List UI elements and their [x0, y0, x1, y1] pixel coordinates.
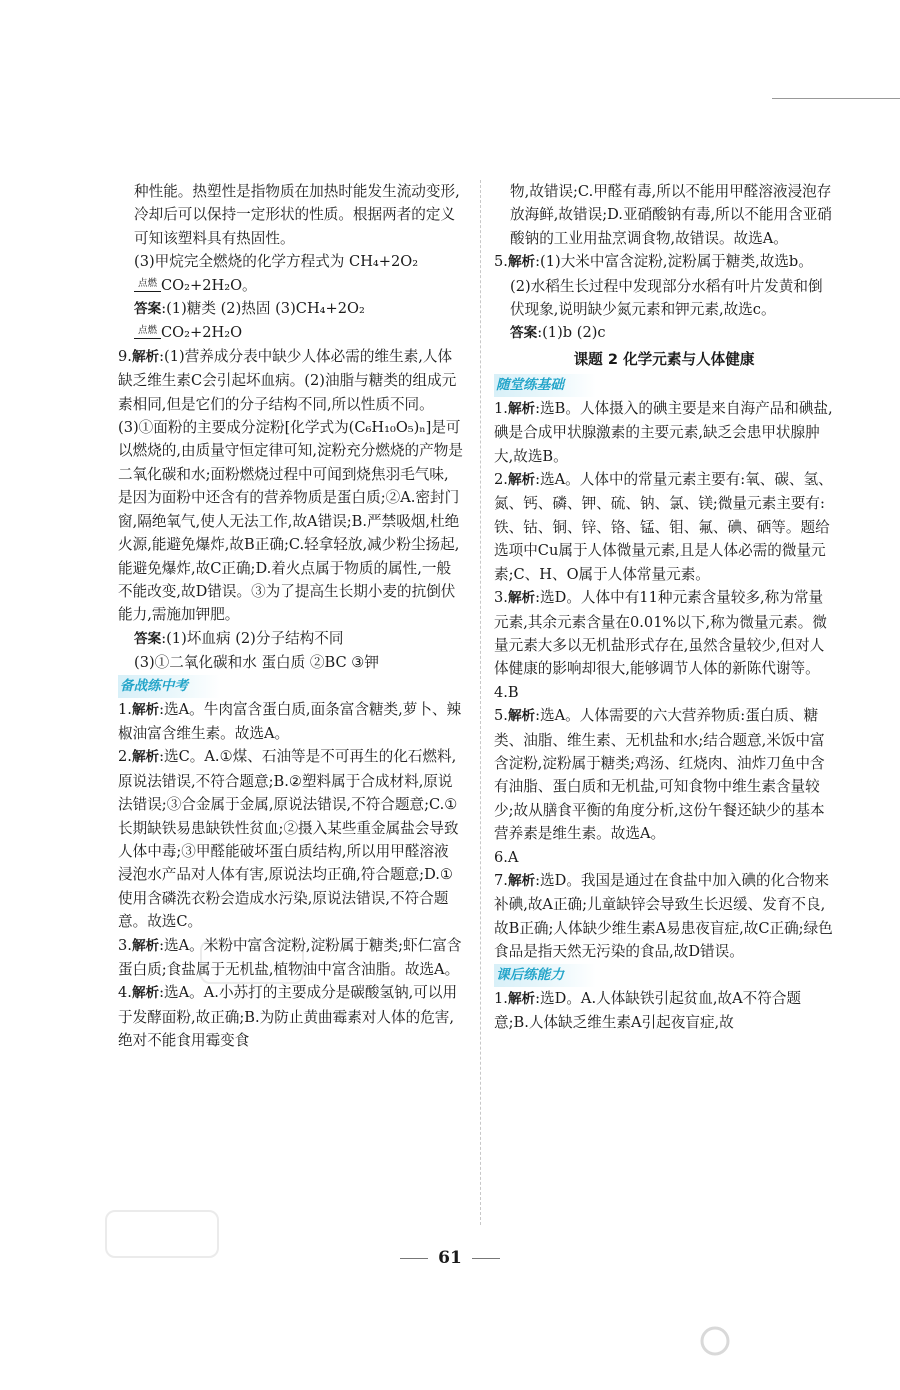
question-7 [494, 869, 834, 964]
answer-text: :(1)糖类 (2)热固 (3)CH₄+2O₂ [161, 300, 365, 318]
paragraph: (2)水稻生长过程中发现部分水稻有叶片发黄和倒伏现象,说明缺少氮元素和钾元素,故选c。 [510, 277, 823, 319]
analysis-text: :选A。牛肉富含蛋白质,面条富含糖类,萝卜、辣椒油富含维生素。故选A。 [118, 700, 462, 742]
analysis-text: :(1)大米中富含淀粉,淀粉属于糖类,故选b。 [535, 253, 813, 271]
answer-label: 答案 [510, 325, 538, 342]
answer-label: 答案 [134, 630, 162, 647]
analysis-label: 解析 [507, 872, 536, 889]
footer-dash [400, 1258, 428, 1259]
equation-line [118, 274, 463, 297]
top-rule [772, 98, 900, 99]
watermark-logo [200, 940, 304, 984]
answer-line [118, 321, 463, 344]
analysis-text: :选A。米粉中富含淀粉,淀粉属于糖类;虾仁富含蛋白质;食盐属于无机盐,植物油中富含油脂。故选A。 [118, 936, 462, 978]
analysis-text: :选D。A.人体缺铁引起贫血,故A不符合题意;B.人体缺乏维生素A引起夜盲症,故 [494, 989, 802, 1031]
question-number: 5. [494, 707, 508, 725]
question-number: 9. [118, 347, 132, 365]
analysis-label: 解析 [507, 254, 536, 271]
question-number: 1. [494, 399, 508, 417]
analysis-label: 解析 [131, 937, 160, 954]
answer-text: :(1)b (2)c [537, 324, 606, 342]
section-heading: 备战练中考 [118, 675, 220, 698]
analysis-label: 解析 [507, 990, 536, 1007]
question-2 [118, 745, 463, 933]
question-5 [494, 704, 834, 845]
analysis-label: 解析 [507, 400, 536, 417]
right-column [494, 180, 834, 1034]
equation-rhs: CO₂+2H₂O。 [161, 276, 257, 294]
analysis-text: :选D。人体中有11种元素含量较多,称为常量元素,其余元素含量在0.01%以下,称为微量元素。微量元素大多以无机盐形式存在,虽然含量较少,但对人体健康的影响却很大,能够调节人体的新陈代谢等。 [494, 589, 827, 678]
question-number: 3. [494, 589, 508, 607]
paragraph: 种性能。热塑性是指物质在加热时能发生流动变形,冷却后可以保持一定形状的性质。根据两者的定义可知该塑料具有热固性。 [134, 183, 460, 247]
analysis-text: :选B。人体摄入的碘主要是来自海产品和碘盐,碘是合成甲状腺激素的主要元素,缺乏会患甲状腺肿大,故选B。 [494, 399, 833, 465]
question-2 [494, 468, 834, 586]
analysis-label: 解析 [507, 590, 536, 607]
watermark-logo [105, 1210, 219, 1258]
analysis-label: 解析 [131, 749, 160, 766]
analysis-label: 解析 [507, 708, 536, 725]
answer-line [118, 297, 463, 321]
question-1 [494, 987, 834, 1035]
question-5 [494, 250, 834, 274]
equation-rhs: CO₂+2H₂O [161, 324, 243, 342]
question-4 [118, 981, 463, 1052]
paragraph: 物,故错误;C.甲醛有毒,所以不能用甲醛溶液浸泡存放海鲜,故错误;D.亚硝酸钠有毒,所以不能用含亚硝酸钠的工业用盐烹调食物,故错误。故选A。 [510, 183, 832, 247]
question-number: 7. [494, 871, 508, 889]
question-6: 6.A [494, 848, 519, 866]
question-9 [118, 345, 463, 627]
column-divider [480, 180, 481, 1225]
answer-text: :(1)坏血病 (2)分子结构不同 [161, 629, 344, 647]
footer-dash [472, 1258, 500, 1259]
answer-line [494, 321, 834, 345]
answer-line: (3)①二氧化碳和水 蛋白质 ②BC ③钾 [134, 654, 379, 672]
reaction-condition: 点燃 [134, 279, 161, 292]
analysis-label: 解析 [131, 348, 160, 365]
question-number: 4. [118, 984, 132, 1002]
question-number: 1. [494, 989, 508, 1007]
left-column [118, 180, 463, 1053]
analysis-label: 解析 [131, 701, 160, 718]
question-number: 1. [118, 700, 132, 718]
answer-label: 答案 [134, 301, 162, 318]
question-1 [118, 698, 463, 746]
lesson-title: 课题 2 化学元素与人体健康 [573, 350, 755, 368]
brand-badge-icon [700, 1326, 730, 1356]
question-number: 5. [494, 253, 508, 271]
question-1 [494, 397, 834, 468]
analysis-text: :选C。A.①煤、石油等是不可再生的化石燃料,原说法错误,不符合题意;B.②塑料属于合成材料,原说法错误;③合金属于金属,原说法错误,不符合题意;C.①长期缺铁易患缺铁性贫血;②摄入某些重金属盐会导致人体中毒;③甲醛能破坏蛋白质结构,所以用甲醛溶液浸泡水产品对人体有害,原说法均正确,符合题意;D.①使用含磷洗衣粉会造成水污染,原说法错误,不符合题意。故选C。 [118, 748, 459, 931]
question-4: 4.B [494, 683, 519, 701]
brand-watermark [700, 1318, 895, 1386]
equation-line [118, 250, 463, 273]
analysis-text: :选A。A.小苏打的主要成分是碳酸氢钠,可以用于发酵面粉,故正确;B.为防止黄曲霉素对人体的危害,绝对不能食用霉变食 [118, 984, 458, 1050]
analysis-text: :选A。人体需要的六大营养物质:蛋白质、糖类、油脂、维生素、无机盐和水;结合题意,米饭中富含淀粉,淀粉属于糖类;鸡汤、红烧肉、油炸刀鱼中含有油脂、蛋白质和无机盐,可知食物中维生素含量较少;故从膳食平衡的角度分析,这份午餐还缺少的基本营养素是维生素。故选A。 [494, 707, 825, 843]
question-number: 3. [118, 936, 132, 954]
answer-line [118, 627, 463, 651]
section-heading: 随堂练基础 [494, 374, 596, 397]
analysis-label: 解析 [131, 985, 160, 1002]
page-number: 61 [438, 1248, 462, 1268]
equation-text: (3)甲烷完全燃烧的化学方程式为 CH₄+2O₂ [134, 253, 419, 271]
analysis-text: :(1)营养成分表中缺少人体必需的维生素,人体缺乏维生素C会引起坏血病。(2)油脂与糖类的组成元素相同,但是它们的分子结构不同,所以性质不同。(3)①面粉的主要成分淀粉[化学式为(C₆H₁₀O₅)ₙ]是可以燃烧的,由质量守恒定律可知,淀粉充分燃烧的产物是二氧化碳和水;面粉燃烧过程中可闻到烧焦羽毛气味,是因为面粉中还含有的营养物质是蛋白质;②A.密封门窗,隔绝氧气,使人无法工作,故A错误;B.严禁吸烟,杜绝火源,能避免爆炸,故B正确;C.轻拿轻放,减少粉尘扬起,能避免爆炸,故C正确;D.着火点属于物质的属性,一般不能改变,故D错误。③为了提高生长期小麦的抗倒伏能力,需施加钾肥。 [118, 347, 463, 624]
question-number: 2. [118, 748, 132, 766]
analysis-label: 解析 [507, 472, 536, 489]
question-number: 2. [494, 471, 508, 489]
reaction-condition: 点燃 [134, 326, 161, 339]
section-heading: 课后练能力 [494, 964, 596, 987]
analysis-text: :选D。我国是通过在食盐中加入碘的化合物来补碘,故A正确;儿童缺锌会导致生长迟缓、发育不良,故B正确;人体缺少维生素A易患夜盲症,故C正确;绿色食品是指天然无污染的食品,故D错误。 [494, 871, 833, 961]
analysis-text: :选A。人体中的常量元素主要有:氧、碳、氢、氮、钙、磷、钾、硫、钠、氯、镁;微量元素主要有:铁、钴、铜、锌、铬、锰、钼、氟、碘、硒等。题给选项中Cu属于人体微量元素,且是人体必需的微量元素;C、H、O属于人体常量元素。 [494, 471, 833, 583]
question-3 [494, 586, 834, 681]
